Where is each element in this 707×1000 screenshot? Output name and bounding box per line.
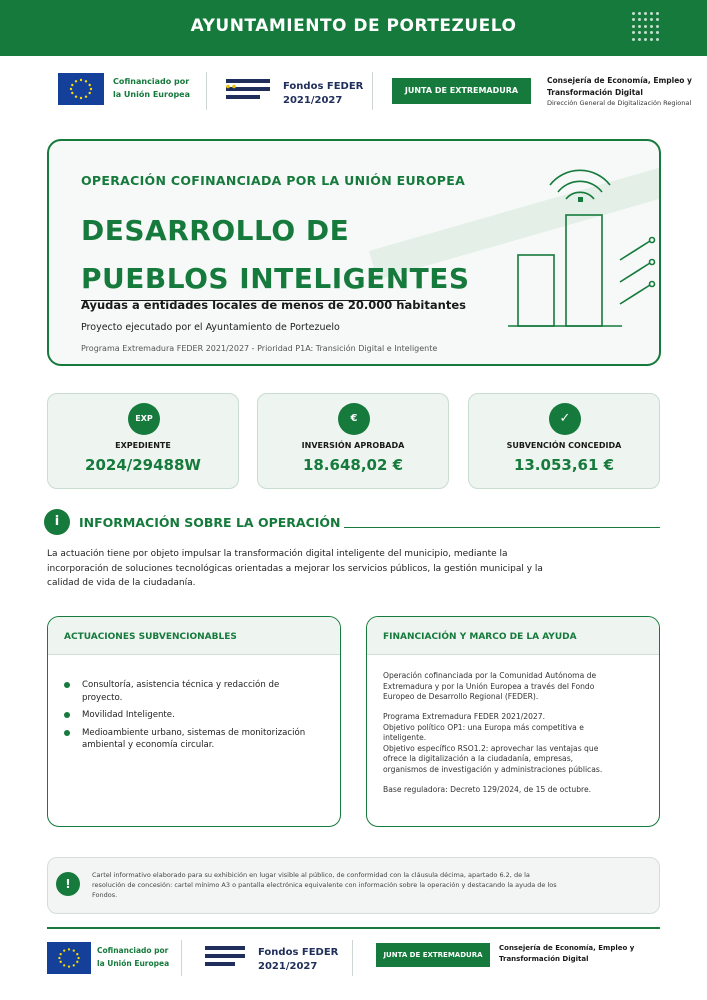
consejeria-label: Consejería de Economía, Empleo y Transformación Digital (499, 944, 635, 963)
actuaciones-list (64, 679, 314, 757)
actuaciones-card (47, 616, 341, 827)
junta-badge: JUNTA DE EXTREMADURA (376, 943, 490, 967)
hero-title: DESARROLLO DE PUEBLOS INTELIGENTES (81, 214, 470, 295)
dot-grid-decoration (632, 12, 662, 42)
hero-kicker: OPERACIÓN COFINANCIADA POR LA UNIÓN EUROPEA (81, 173, 466, 188)
notice-box (47, 857, 660, 914)
card-header (367, 617, 659, 655)
section-rule (344, 527, 660, 528)
intro-paragraph: La actuación tiene por objeto impulsar la transformación digital inteligente del municipio, mediante la incorporación de soluciones tecnológicas orientadas a mejorar los servicios públicos, la gestión municipal y la calidad de vida de la ciudadanía. (47, 549, 543, 588)
financiacion-card (366, 616, 660, 827)
list-item: Medioambiente urbano, sistemas de monitorización ambiental y economía circular. (64, 727, 314, 752)
feder-label: Fondos FEDER 2021/2027 (283, 81, 364, 106)
list-item: Movilidad Inteligente. (64, 709, 314, 722)
smart-building-icon (504, 159, 661, 334)
stat-card-subvencion (468, 393, 660, 489)
junta-badge: JUNTA DE EXTREMADURA (392, 78, 531, 104)
euro-icon: € (338, 403, 370, 435)
stat-label: SUBVENCIÓN CONCEDIDA (506, 441, 622, 450)
stat-value: 18.648,02 € (302, 456, 404, 474)
stat-label: INVERSIÓN APROBADA (301, 441, 405, 450)
stat-card-inversion (257, 393, 449, 489)
check-icon: ✓ (549, 403, 581, 435)
logo-strip (0, 60, 707, 124)
divider (372, 72, 373, 110)
stat-card-expediente (47, 393, 239, 489)
header-bar (0, 0, 707, 56)
expediente-icon: EXP (128, 403, 160, 435)
consejeria-label: Consejería de Economía, Empleo y Transformación Digital Dirección General de Digitalización Regional (547, 76, 692, 107)
info-icon: i (44, 509, 70, 535)
card-title: ACTUACIONES SUBVENCIONABLES (64, 632, 237, 642)
divider (206, 72, 207, 110)
page-title: AYUNTAMIENTO DE PORTEZUELO (190, 16, 517, 36)
stat-value: 2024/29488W (85, 456, 201, 474)
card-header (48, 617, 340, 655)
notice-text: Cartel informativo elaborado para su exhibición en lugar visible al público, de conformidad con la cláusula décima, apartado 6.2, de la resolución de concesión: cartel mínimo A3 o pantalla electrónica equivalente con información sobre la operación y destacando la ayuda de los Fondos. (92, 871, 557, 899)
feder-logo-icon (226, 79, 270, 103)
footer-logo-strip (0, 936, 707, 986)
feder-logo-icon (205, 946, 245, 970)
list-item: Consultoría, asistencia técnica y redacción de proyecto. (64, 679, 314, 704)
stat-label: EXPEDIENTE (115, 441, 171, 450)
eu-cofinanced-label: Cofinanciado por la Unión Europea (97, 946, 170, 968)
feder-label: Fondos FEDER 2021/2027 (258, 947, 339, 972)
eu-cofinanced-label: Cofinanciado por la Unión Europea (113, 77, 190, 99)
financiacion-paragraph: Programa Extremadura FEDER 2021/2027. Objetivo político OP1: una Europa más competitiva e inteligente. Objetivo específico RSO1.2: aprovechar las ventajas que ofrece la digitalización a la ciudadanía, empresas, organismos de investigación y administraciones públicas. (383, 712, 603, 774)
footer-rule (47, 927, 660, 929)
executed-by-text: Proyecto ejecutado por el Ayuntamiento de Portezuelo (81, 322, 340, 333)
eu-flag-icon (58, 73, 104, 105)
section-title: INFORMACIÓN SOBRE LA OPERACIÓN (79, 515, 341, 530)
hero-subtitle: Ayudas a entidades locales de menos de 20.000 habitantes (81, 298, 466, 312)
financiacion-paragraph: Base reguladora: Decreto 129/2024, de 15 de octubre. (383, 785, 592, 794)
card-title: FINANCIACIÓN Y MARCO DE LA AYUDA (383, 632, 577, 642)
star-accent-icon (226, 74, 240, 78)
divider (181, 940, 182, 976)
hero-card (47, 139, 661, 366)
divider (352, 940, 353, 976)
program-text: Programa Extremadura FEDER 2021/2027 - Prioridad P1A: Transición Digital e Inteligente (81, 344, 438, 353)
financiacion-paragraph: Operación cofinanciada por la Comunidad Autónoma de Extremadura y por la Unión Europea a través del Fondo Europeo de Desarrollo Regional (FEDER). (383, 671, 597, 702)
eu-flag-icon (47, 942, 91, 974)
stat-value: 13.053,61 € (513, 456, 615, 474)
alert-icon: ! (56, 872, 80, 896)
